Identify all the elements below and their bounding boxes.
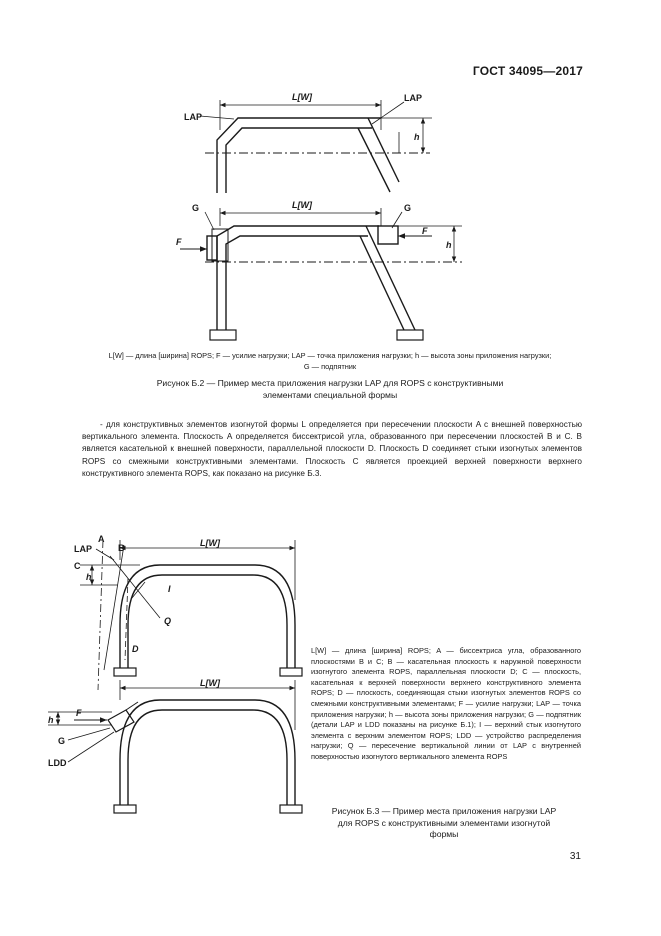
b3-h-top-label: h — [86, 572, 92, 582]
figure-b3-legend: L[W] — длина [ширина] ROPS; A — биссектриса угла, образованного плоскостями B и C; B — касательная плоскость к наружной поверхности изогнутого элемента ROPS, параллельная плоскости D; C — плоскость, касательная к верхней поверхности верхнего конструктивного элемента ROPS; D — плоскость, соединяющая стыки изогнутых элементов ROPS со смежными конструктивными элементами; F — усилие нагрузки; LAP — точка приложения нагрузки; h — высота зоны приложения нагрузки; G — подпятник (детали LAP и LDD показаны на рисунке Б.1); I — верхний стык изогнутого элемента с верхним элементом ROPS; LDD — устройство распределения нагрузки; Q — пересечение вертикальной линии от LAP с внутренней поверхностью изогнутого вертикального элемента ROPS — [311, 646, 581, 761]
page-number: 31 — [569, 851, 581, 862]
b2-f-left-label: F — [176, 237, 182, 247]
figure-b2-bottom-frame — [180, 208, 462, 340]
figure-b2-legend-line-1: L[W] — длина [ширина] ROPS; F — усилие нагрузки; LAP — точка приложения нагрузки; h — высота зоны приложения нагрузки; — [108, 351, 552, 360]
figure-b2-legend-line-2: G — подпятник — [303, 362, 357, 371]
figure-b3-caption-line-2: для ROPS с конструктивными элементами изогнутой — [337, 817, 551, 828]
b2-lap-left-label: LAP — [184, 112, 202, 122]
b3-q-label: Q — [164, 616, 172, 626]
figure-b2-drawing — [0, 0, 661, 360]
figure-b2-legend — [40, 350, 620, 372]
figure-b3-top-frame — [80, 540, 302, 690]
figure-b2-caption-line-1: Рисунок Б.2 — Пример места приложения нагрузки LAP для ROPS с конструктивными — [156, 378, 504, 388]
standard-header: ГОСТ 34095—2017 — [472, 64, 583, 78]
b3-lw-bottom-label: L[W] — [200, 678, 220, 688]
b3-b-label: B — [118, 543, 125, 553]
b3-f-label: F — [76, 708, 82, 718]
figure-b2-caption-line-2: элементами специальной формы — [262, 389, 398, 400]
b3-g-label: G — [58, 736, 66, 746]
b2-h-bottom-label: h — [446, 240, 452, 250]
b3-d-label: D — [132, 644, 139, 654]
figure-b3-caption-line-1: Рисунок Б.3 — Пример места приложения нагрузки LAP — [331, 806, 557, 816]
b3-lap-label: LAP — [74, 544, 92, 554]
figure-b3-bottom-frame — [48, 680, 302, 813]
b2-lw-bottom-label: L[W] — [292, 200, 312, 210]
b2-f-right-label: F — [422, 226, 428, 236]
b2-h-top-label: h — [414, 132, 420, 142]
b3-c-label: C — [74, 561, 81, 571]
b2-lw-top-label: L[W] — [292, 92, 312, 102]
figure-b3-drawing — [0, 500, 330, 820]
b3-i-label: I — [168, 584, 171, 594]
body-paragraph — [82, 419, 582, 480]
b3-h-bottom-label: h — [48, 715, 54, 725]
b3-ldd-label: LDD — [48, 758, 67, 768]
b2-lap-right-label: LAP — [404, 93, 422, 103]
b2-g-left-label: G — [192, 203, 200, 213]
figure-b3-caption-line-3: формы — [429, 829, 459, 839]
figure-b2-caption — [60, 378, 600, 401]
paragraph-text: - для конструктивных элементов изогнутой формы L определяется при пересечении плоскости A с внешней поверхностью вертикального элемента. Плоскость A определяется биссектрисой угла, образованного при пересечении плоскостей B и C. B является касательной к внешней поверхности, параллельной плоскости D. Плоскость D соединяет стыки изогнутых элементов ROPS со смежными конструктивными элементами. Плоскость C является проекцией верхней поверхности верхнего конструктивного элемента ROPS, как показано на рисунке Б.3. — [82, 420, 582, 478]
b3-a-label: A — [98, 534, 105, 544]
figure-b2-top-frame — [200, 100, 432, 193]
b3-lw-top-label: L[W] — [200, 538, 220, 548]
figure-b3-caption — [306, 806, 582, 841]
b2-g-right-label: G — [404, 203, 412, 213]
